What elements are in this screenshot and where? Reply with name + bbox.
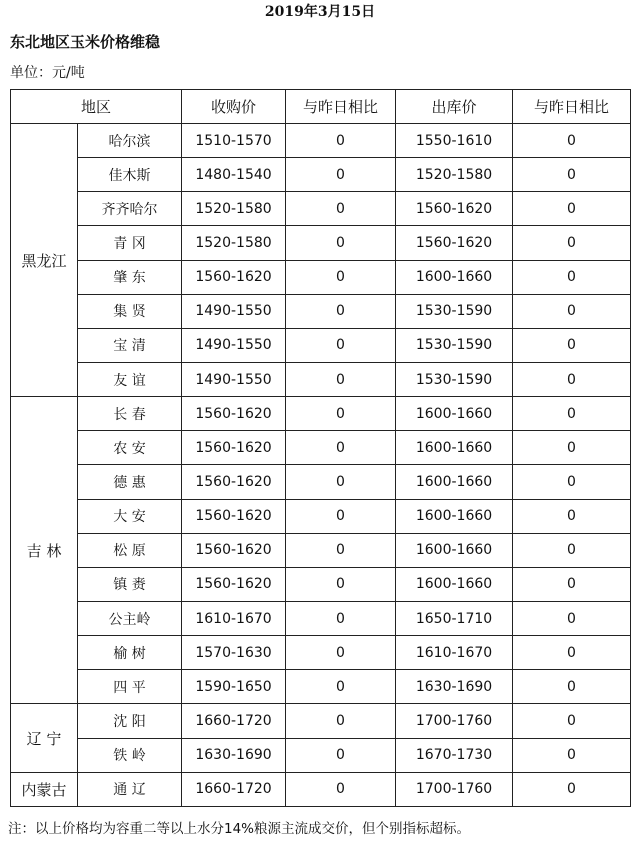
- footnote: 注：以上价格均为容重二等以上水分14%粮源主流成交价，但个别指标超标。: [8, 821, 471, 837]
- outbound-price-cell: 1600-1660: [396, 260, 513, 294]
- outbound-price-cell: 1560-1620: [396, 226, 513, 260]
- purchase-price-cell: 1520-1580: [182, 226, 286, 260]
- purchase-change-cell: 0: [286, 670, 396, 704]
- purchase-change-cell: 0: [286, 328, 396, 362]
- city-cell: 友 谊: [78, 362, 182, 396]
- table-row: [11, 772, 631, 806]
- header-outbound-change: 与昨日相比: [513, 90, 631, 124]
- outbound-price-cell: 1600-1660: [396, 465, 513, 499]
- purchase-price-cell: 1560-1620: [182, 397, 286, 431]
- outbound-price-cell: 1600-1660: [396, 499, 513, 533]
- price-table: [10, 89, 631, 807]
- purchase-change-cell: 0: [286, 294, 396, 328]
- outbound-change-cell: 0: [513, 738, 631, 772]
- table-row: [11, 431, 631, 465]
- outbound-change-cell: 0: [513, 601, 631, 635]
- table-row: [11, 601, 631, 635]
- outbound-price-cell: 1520-1580: [396, 158, 513, 192]
- table-row: [11, 670, 631, 704]
- outbound-change-cell: 0: [513, 533, 631, 567]
- table-body: [11, 124, 631, 807]
- purchase-price-cell: 1520-1580: [182, 192, 286, 226]
- purchase-change-cell: 0: [286, 226, 396, 260]
- city-cell: 公主岭: [78, 601, 182, 635]
- purchase-change-cell: 0: [286, 124, 396, 158]
- outbound-change-cell: 0: [513, 465, 631, 499]
- city-cell: 肇 东: [78, 260, 182, 294]
- city-cell: 集 贤: [78, 294, 182, 328]
- city-cell: 通 辽: [78, 772, 182, 806]
- purchase-change-cell: 0: [286, 397, 396, 431]
- outbound-price-cell: 1530-1590: [396, 328, 513, 362]
- purchase-price-cell: 1560-1620: [182, 567, 286, 601]
- purchase-price-cell: 1560-1620: [182, 499, 286, 533]
- purchase-change-cell: 0: [286, 499, 396, 533]
- page-title: 东北地区玉米价格维稳: [10, 33, 161, 51]
- purchase-price-cell: 1660-1720: [182, 772, 286, 806]
- table-row: [11, 362, 631, 396]
- outbound-change-cell: 0: [513, 124, 631, 158]
- city-cell: 松 原: [78, 533, 182, 567]
- report-date: 2019年3月15日: [264, 4, 376, 20]
- purchase-price-cell: 1570-1630: [182, 636, 286, 670]
- outbound-price-cell: 1600-1660: [396, 431, 513, 465]
- purchase-change-cell: 0: [286, 533, 396, 567]
- outbound-change-cell: 0: [513, 499, 631, 533]
- purchase-price-cell: 1560-1620: [182, 431, 286, 465]
- outbound-price-cell: 1700-1760: [396, 704, 513, 738]
- purchase-price-cell: 1490-1550: [182, 362, 286, 396]
- outbound-price-cell: 1560-1620: [396, 192, 513, 226]
- outbound-price-cell: 1610-1670: [396, 636, 513, 670]
- table-header-row: [11, 90, 631, 124]
- purchase-change-cell: 0: [286, 738, 396, 772]
- purchase-price-cell: 1660-1720: [182, 704, 286, 738]
- purchase-price-cell: 1590-1650: [182, 670, 286, 704]
- purchase-price-cell: 1490-1550: [182, 294, 286, 328]
- city-cell: 沈 阳: [78, 704, 182, 738]
- outbound-price-cell: 1650-1710: [396, 601, 513, 635]
- outbound-price-cell: 1600-1660: [396, 567, 513, 601]
- outbound-price-cell: 1700-1760: [396, 772, 513, 806]
- outbound-price-cell: 1600-1660: [396, 397, 513, 431]
- purchase-change-cell: 0: [286, 362, 396, 396]
- purchase-price-cell: 1560-1620: [182, 465, 286, 499]
- unit-label: 单位：元/吨: [10, 65, 85, 81]
- city-cell: 农 安: [78, 431, 182, 465]
- outbound-change-cell: 0: [513, 567, 631, 601]
- purchase-price-cell: 1630-1690: [182, 738, 286, 772]
- table-row: [11, 260, 631, 294]
- purchase-change-cell: 0: [286, 636, 396, 670]
- purchase-change-cell: 0: [286, 260, 396, 294]
- table-row: [11, 328, 631, 362]
- outbound-change-cell: 0: [513, 636, 631, 670]
- purchase-change-cell: 0: [286, 704, 396, 738]
- purchase-change-cell: 0: [286, 601, 396, 635]
- purchase-price-cell: 1510-1570: [182, 124, 286, 158]
- city-cell: 铁 岭: [78, 738, 182, 772]
- purchase-change-cell: 0: [286, 772, 396, 806]
- outbound-change-cell: 0: [513, 192, 631, 226]
- outbound-price-cell: 1530-1590: [396, 362, 513, 396]
- city-cell: 长 春: [78, 397, 182, 431]
- outbound-price-cell: 1670-1730: [396, 738, 513, 772]
- table-row: [11, 636, 631, 670]
- table-row: [11, 192, 631, 226]
- city-cell: 青 冈: [78, 226, 182, 260]
- outbound-price-cell: 1530-1590: [396, 294, 513, 328]
- city-cell: 德 惠: [78, 465, 182, 499]
- table-row: [11, 567, 631, 601]
- table-row: [11, 533, 631, 567]
- city-cell: 哈尔滨: [78, 124, 182, 158]
- header-purchase-change: 与昨日相比: [286, 90, 396, 124]
- header-region: 地区: [11, 90, 182, 124]
- province-cell: 黑龙江: [11, 124, 78, 397]
- purchase-change-cell: 0: [286, 158, 396, 192]
- city-cell: 佳木斯: [78, 158, 182, 192]
- outbound-change-cell: 0: [513, 431, 631, 465]
- city-cell: 齐齐哈尔: [78, 192, 182, 226]
- outbound-price-cell: 1630-1690: [396, 670, 513, 704]
- table-row: [11, 226, 631, 260]
- outbound-price-cell: 1550-1610: [396, 124, 513, 158]
- purchase-change-cell: 0: [286, 192, 396, 226]
- province-cell: 辽 宁: [11, 704, 78, 772]
- table-row: [11, 294, 631, 328]
- city-cell: 榆 树: [78, 636, 182, 670]
- outbound-price-cell: 1600-1660: [396, 533, 513, 567]
- purchase-price-cell: 1610-1670: [182, 601, 286, 635]
- table-row: [11, 397, 631, 431]
- city-cell: 镇 赉: [78, 567, 182, 601]
- outbound-change-cell: 0: [513, 362, 631, 396]
- province-cell: 内蒙古: [11, 772, 78, 806]
- table-row: [11, 499, 631, 533]
- outbound-change-cell: 0: [513, 226, 631, 260]
- table-row: [11, 704, 631, 738]
- province-cell: 吉 林: [11, 397, 78, 704]
- table-row: [11, 124, 631, 158]
- header-purchase-price: 收购价: [182, 90, 286, 124]
- outbound-change-cell: 0: [513, 704, 631, 738]
- outbound-change-cell: 0: [513, 294, 631, 328]
- outbound-change-cell: 0: [513, 260, 631, 294]
- purchase-price-cell: 1560-1620: [182, 260, 286, 294]
- city-cell: 宝 清: [78, 328, 182, 362]
- purchase-change-cell: 0: [286, 567, 396, 601]
- table-row: [11, 465, 631, 499]
- header-outbound-price: 出库价: [396, 90, 513, 124]
- table-row: [11, 738, 631, 772]
- purchase-price-cell: 1480-1540: [182, 158, 286, 192]
- outbound-change-cell: 0: [513, 158, 631, 192]
- city-cell: 四 平: [78, 670, 182, 704]
- purchase-price-cell: 1490-1550: [182, 328, 286, 362]
- purchase-change-cell: 0: [286, 431, 396, 465]
- city-cell: 大 安: [78, 499, 182, 533]
- outbound-change-cell: 0: [513, 772, 631, 806]
- outbound-change-cell: 0: [513, 397, 631, 431]
- outbound-change-cell: 0: [513, 670, 631, 704]
- table-row: [11, 158, 631, 192]
- purchase-price-cell: 1560-1620: [182, 533, 286, 567]
- purchase-change-cell: 0: [286, 465, 396, 499]
- outbound-change-cell: 0: [513, 328, 631, 362]
